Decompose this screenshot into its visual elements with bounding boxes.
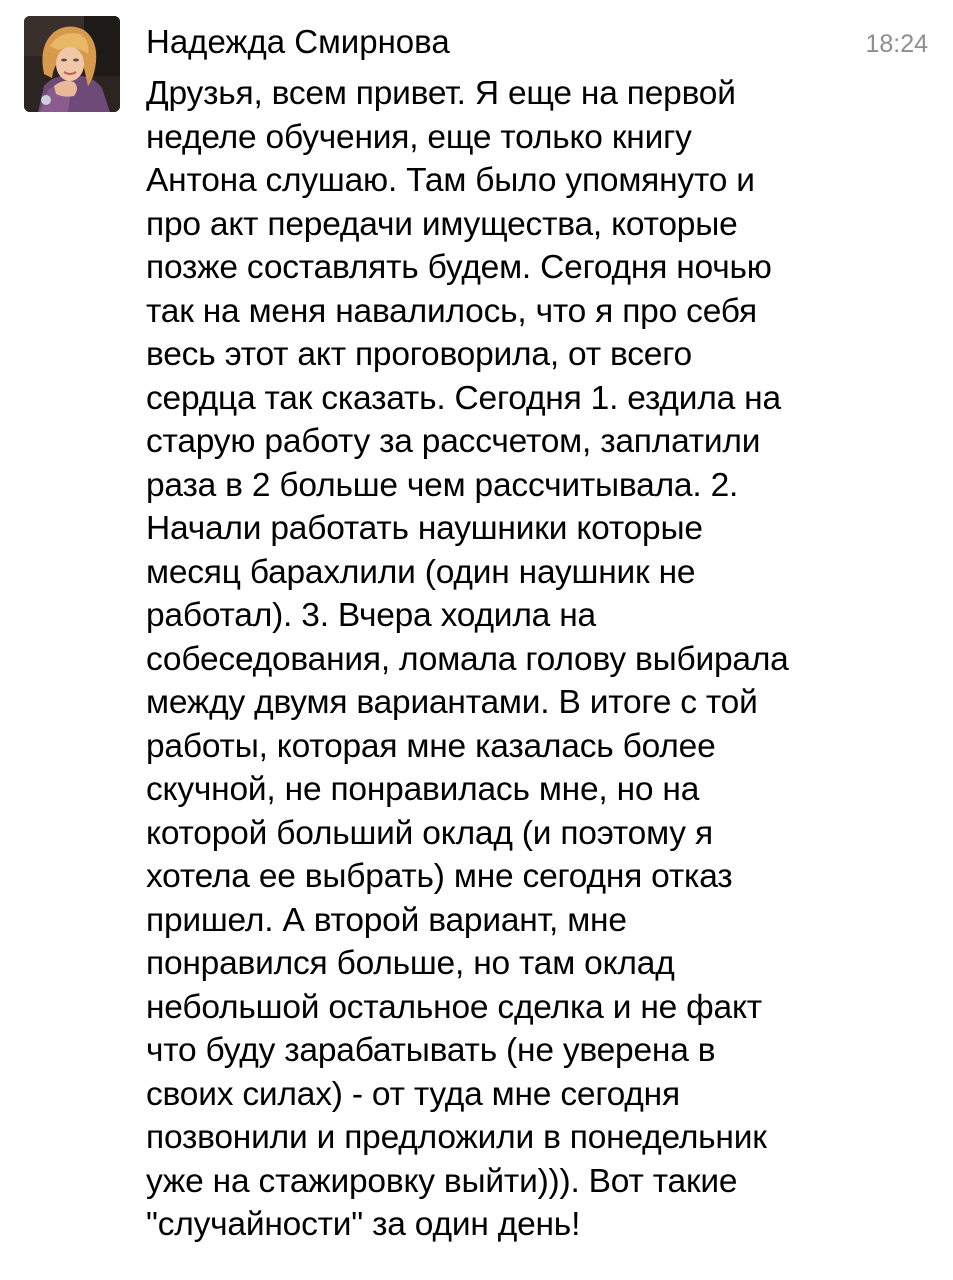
- message-line: старую работу за рассчетом, заплатили: [146, 423, 761, 460]
- message-line: позже составлять будем. Сегодня ночью: [146, 249, 772, 286]
- message-line: работал). 3. Вчера ходила на: [146, 597, 596, 634]
- message-line: сердца так сказать. Сегодня 1. ездила на: [146, 379, 781, 417]
- message-line: скучной, не понравилась мне, но на: [146, 771, 700, 808]
- message-line: между двумя вариантами. В итоге с той: [146, 684, 758, 721]
- message-line: хотела ее выбрать) мне сегодня отказ: [146, 858, 733, 895]
- message-line: понравился больше, но там оклад: [146, 945, 675, 982]
- message-line: Друзья, всем привет. Я еще на первой: [146, 75, 736, 112]
- message-line: весь этот акт проговорила, от всего: [146, 336, 692, 373]
- message-header: [146, 20, 932, 64]
- message-line: своих силах) - от туда мне сегодня: [146, 1075, 680, 1113]
- message-line: неделе обучения, еще только книгу: [146, 118, 692, 156]
- message-text: [146, 72, 926, 1247]
- message-line: пришел. А второй вариант, мне: [146, 901, 627, 939]
- author-name[interactable]: Надежда Смирнова: [146, 23, 450, 60]
- message-line: так на меня навалилось, что я про себя: [146, 292, 757, 330]
- message-time: 18:24: [865, 30, 928, 58]
- message-line: про акт передачи имущества, которые: [146, 205, 738, 243]
- user-avatar-icon: [24, 16, 120, 112]
- message-line: Начали работать наушники которые: [146, 510, 703, 547]
- message-line: небольшой остальное сделка и не факт: [146, 988, 762, 1026]
- message-line: работы, которая мне казалась более: [146, 727, 716, 765]
- message-line: раза в 2 больше чем рассчитывала. 2.: [146, 466, 739, 504]
- message-line: уже на стажировку выйти))). Вот такие: [146, 1162, 738, 1200]
- message-line: "случайности" за один день!: [146, 1206, 581, 1243]
- message-line: которой больший оклад (и поэтому я: [146, 814, 713, 852]
- message-line: позвонили и предложили в понедельник: [146, 1119, 767, 1156]
- avatar[interactable]: [24, 16, 120, 112]
- message-line: собеседования, ломала голову выбирала: [146, 640, 789, 678]
- message-line: Антона слушаю. Там было упомянуто и: [146, 162, 755, 199]
- message-line: что буду зарабатывать (не уверена в: [146, 1032, 716, 1069]
- message-line: месяц барахлили (один наушник не: [146, 553, 696, 591]
